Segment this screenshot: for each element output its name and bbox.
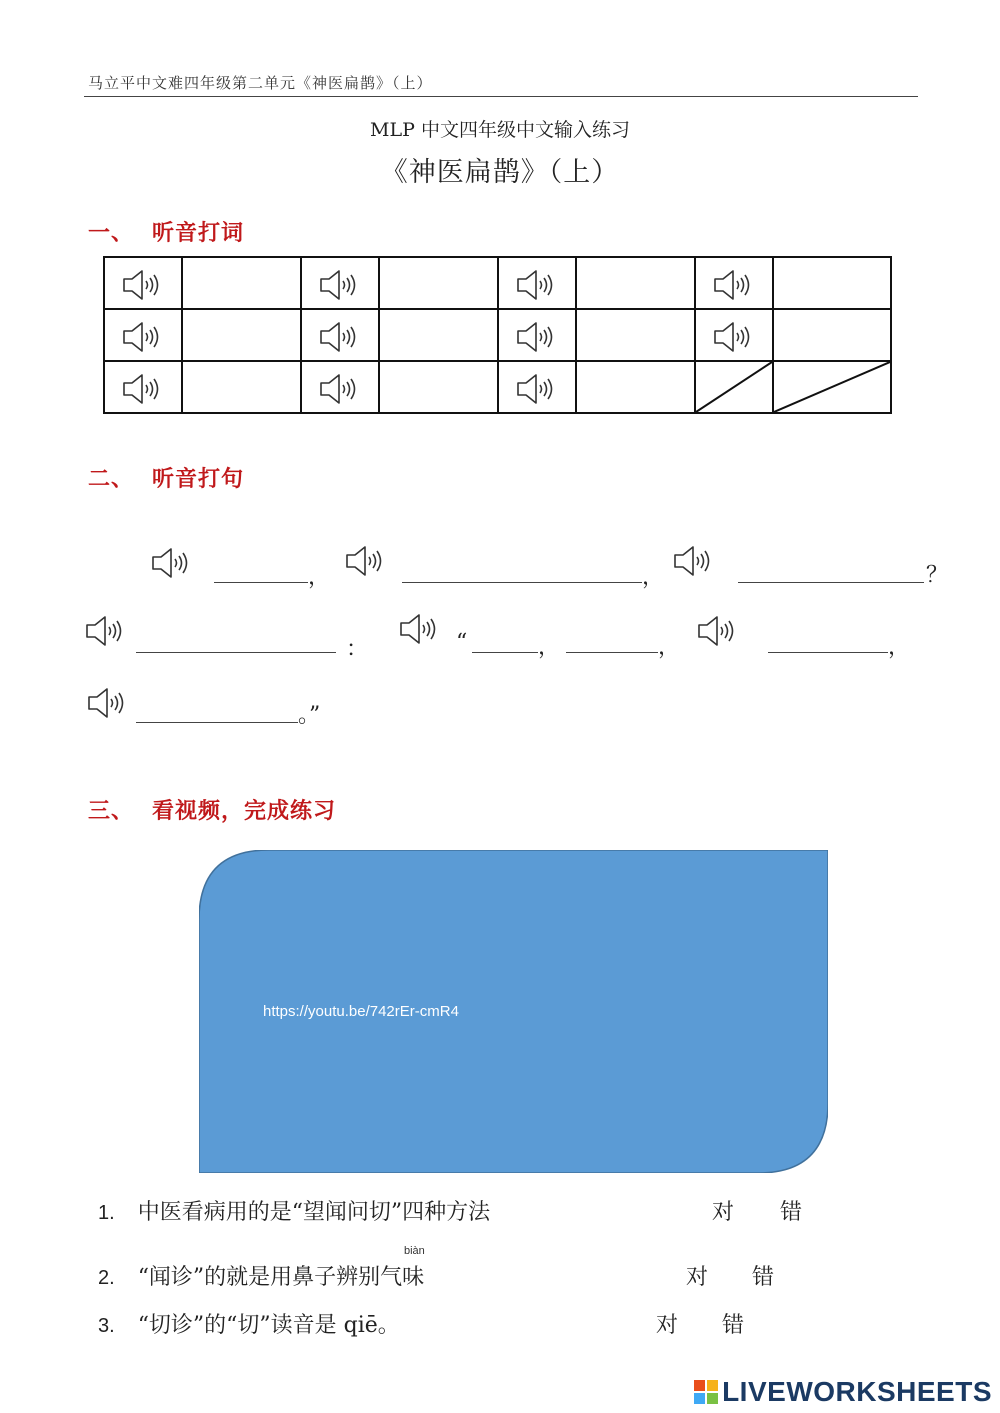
liveworksheets-logo-icon <box>693 1379 719 1405</box>
speaker-glyph <box>712 319 756 355</box>
question-number: 1. <box>98 1202 115 1224</box>
sentence-blank[interactable] <box>136 630 336 653</box>
speaker-icon[interactable] <box>712 267 756 303</box>
section-1-heading <box>88 216 244 247</box>
audio-cell <box>498 257 576 309</box>
speaker-glyph <box>84 613 128 649</box>
speaker-icon[interactable] <box>398 611 442 647</box>
answer-cell[interactable] <box>379 361 498 413</box>
table-row <box>104 309 891 361</box>
question-text: 中医看病用的是“望闻问切”四种方法 <box>137 1200 491 1225</box>
answer-cell[interactable] <box>773 309 891 361</box>
speaker-icon[interactable] <box>696 613 740 649</box>
speaker-icon[interactable] <box>318 371 362 407</box>
punctuation: ， <box>538 635 561 660</box>
speaker-glyph <box>515 371 559 407</box>
header-divider <box>84 96 918 97</box>
punctuation: ， <box>308 565 331 590</box>
speaker-icon[interactable] <box>515 267 559 303</box>
speaker-icon[interactable] <box>344 543 388 579</box>
punctuation: ？ <box>926 563 949 588</box>
speaker-glyph <box>398 611 442 647</box>
punctuation: 。” <box>298 703 321 728</box>
sentence-blank[interactable] <box>738 560 924 583</box>
liveworksheets-logo <box>693 1377 992 1407</box>
answer-cell[interactable] <box>182 361 301 413</box>
speaker-glyph <box>515 267 559 303</box>
true-option[interactable]: 对 <box>712 1200 735 1225</box>
sentence-blank[interactable] <box>214 560 308 583</box>
pinyin-annotation: biàn <box>404 1245 425 1257</box>
word-dictation-table <box>103 256 892 414</box>
speaker-glyph <box>121 319 165 355</box>
question-1 <box>98 1195 490 1226</box>
diagonal-slash-icon <box>774 362 890 412</box>
running-header: 马立平中文难四年级第二单元《神医扁鹊》（上） <box>88 74 433 92</box>
speaker-icon[interactable] <box>121 371 165 407</box>
speaker-icon[interactable] <box>515 319 559 355</box>
diagonal-slash-icon <box>696 362 772 412</box>
sentence-blank[interactable] <box>402 560 642 583</box>
speaker-glyph <box>318 319 362 355</box>
punctuation: ， <box>888 635 911 660</box>
section-2-heading <box>88 462 244 493</box>
speaker-glyph <box>344 543 388 579</box>
section-3-title: 看视频，完成练习 <box>152 798 337 824</box>
answer-cell[interactable] <box>379 257 498 309</box>
audio-cell <box>301 361 379 413</box>
speaker-icon[interactable] <box>150 545 194 581</box>
question-text: “切诊”的“切”读音是 qiē。 <box>137 1313 400 1338</box>
audio-cell <box>104 361 182 413</box>
audio-cell <box>695 309 773 361</box>
audio-cell <box>301 309 379 361</box>
answer-cell[interactable] <box>182 257 301 309</box>
answer-cell[interactable] <box>576 309 695 361</box>
speaker-icon[interactable] <box>712 319 756 355</box>
section-1-title: 听音打词 <box>152 220 245 246</box>
table-row <box>104 361 891 413</box>
speaker-icon[interactable] <box>86 685 130 721</box>
punctuation: ， <box>658 635 681 660</box>
question-text: “闻诊”的就是用鼻子辨别气味 <box>137 1265 425 1290</box>
sentence-blank[interactable] <box>566 630 658 653</box>
audio-cell <box>498 361 576 413</box>
speaker-glyph <box>515 319 559 355</box>
question-2 <box>98 1260 424 1291</box>
answer-cell[interactable] <box>773 257 891 309</box>
sentence-blank[interactable] <box>136 700 298 723</box>
speaker-glyph <box>121 267 165 303</box>
speaker-icon[interactable] <box>672 543 716 579</box>
false-option[interactable]: 错 <box>780 1200 803 1225</box>
section-2-number: 二、 <box>88 466 135 492</box>
audio-cell <box>695 257 773 309</box>
empty-cell-slashed <box>773 361 891 413</box>
answer-cell[interactable] <box>379 309 498 361</box>
speaker-glyph <box>86 685 130 721</box>
answer-cell[interactable] <box>576 257 695 309</box>
table-row <box>104 257 891 309</box>
audio-cell <box>104 309 182 361</box>
answer-cell[interactable] <box>576 361 695 413</box>
section-3-number: 三、 <box>88 798 135 824</box>
punctuation: ： <box>346 637 369 662</box>
empty-cell-slashed <box>695 361 773 413</box>
sentence-blank[interactable] <box>768 630 888 653</box>
speaker-glyph <box>318 371 362 407</box>
speaker-glyph <box>672 543 716 579</box>
speaker-icon[interactable] <box>121 319 165 355</box>
speaker-glyph <box>696 613 740 649</box>
speaker-icon[interactable] <box>318 267 362 303</box>
speaker-icon[interactable] <box>84 613 128 649</box>
audio-cell <box>301 257 379 309</box>
page-title: 《神医扁鹊》（上） <box>380 157 620 188</box>
logo-text: LIVEWORKSHEETS <box>722 1376 992 1407</box>
speaker-glyph <box>121 371 165 407</box>
question-number: 2. <box>98 1267 115 1289</box>
page-subtitle: MLP 中文四年级中文输入练习 <box>370 119 630 141</box>
punctuation: ， <box>642 565 665 590</box>
speaker-icon[interactable] <box>121 267 165 303</box>
punctuation: “ <box>456 630 468 655</box>
false-option[interactable]: 错 <box>722 1313 745 1338</box>
audio-cell <box>104 257 182 309</box>
sentence-blank[interactable] <box>472 630 538 653</box>
section-2-title: 听音打句 <box>152 466 245 492</box>
speaker-icon[interactable] <box>515 371 559 407</box>
section-3-heading <box>88 794 336 825</box>
speaker-glyph <box>318 267 362 303</box>
section-1-number: 一、 <box>88 220 135 246</box>
false-option[interactable]: 错 <box>752 1265 775 1290</box>
video-link[interactable]: https://youtu.be/742rEr-cmR4 <box>263 1003 459 1020</box>
speaker-glyph <box>150 545 194 581</box>
question-3 <box>98 1308 400 1339</box>
audio-cell <box>498 309 576 361</box>
true-option[interactable]: 对 <box>686 1265 709 1290</box>
speaker-icon[interactable] <box>318 319 362 355</box>
true-option[interactable]: 对 <box>656 1313 679 1338</box>
answer-cell[interactable] <box>182 309 301 361</box>
question-number: 3. <box>98 1315 115 1337</box>
speaker-glyph <box>712 267 756 303</box>
